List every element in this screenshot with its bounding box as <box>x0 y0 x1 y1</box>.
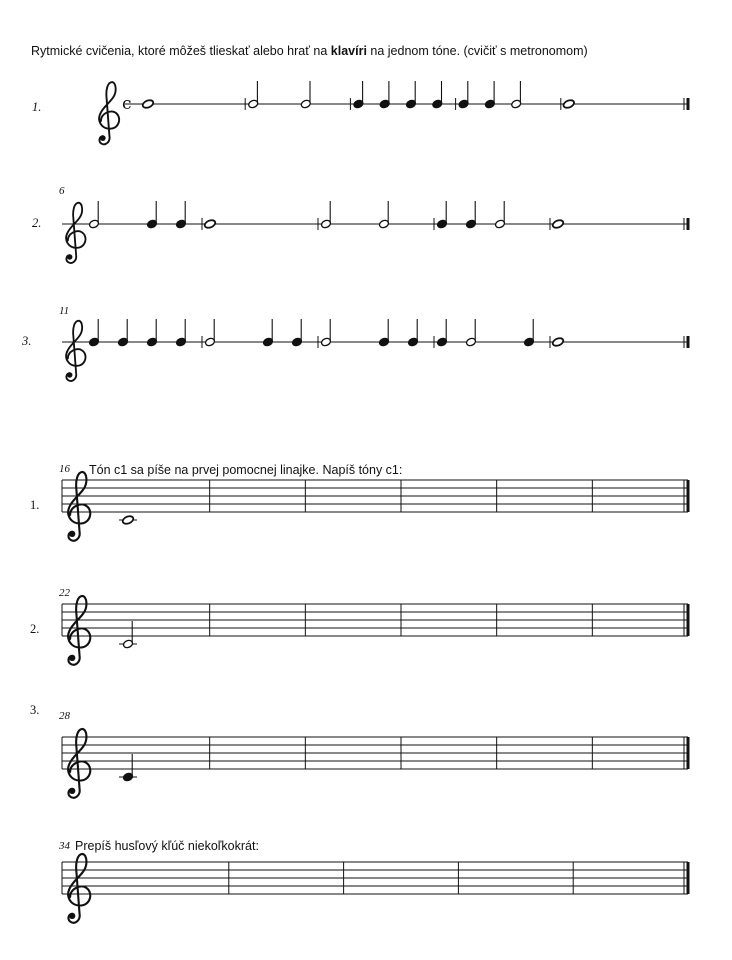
measure-number-16: 16 <box>59 463 70 475</box>
measure-number-22: 22 <box>59 587 70 599</box>
treble-clef-icon <box>68 472 90 541</box>
rhythm-row-label-1: 1. <box>32 100 42 114</box>
measure-number-34: 34 <box>59 840 70 852</box>
c1-instruction: Tón c1 sa píše na prvej pomocnej linajke. Napíš tóny c1: <box>89 463 403 477</box>
whole-note <box>122 515 135 525</box>
treble-clef-icon <box>99 82 119 144</box>
treble-clef-icon <box>66 321 85 381</box>
measure-number-6: 6 <box>59 185 65 197</box>
heading-suffix: na jednom tóne. (cvičiť s metronomom) <box>366 44 588 58</box>
common-time-signature: c <box>122 94 132 114</box>
c1-row-label-1: 1. <box>30 498 40 512</box>
rhythm-row-label-3: 3. <box>22 334 32 348</box>
treble-clef-icon <box>68 596 90 665</box>
whole-note <box>552 337 565 347</box>
whole-note <box>562 99 575 109</box>
whole-note <box>552 219 565 229</box>
heading-prefix: Rytmické cvičenia, ktoré môžeš tlieskať alebo hrať na <box>31 44 331 58</box>
c1-row-label-3: 3. <box>30 703 40 717</box>
c1-row-label-2: 2. <box>30 622 40 636</box>
treble-clef-icon <box>68 854 90 923</box>
whole-note <box>204 219 217 229</box>
treble-clef-icon <box>68 729 90 798</box>
clef-instruction: Prepíš husľový kľúč niekoľkokrát: <box>75 839 259 853</box>
whole-note <box>142 99 155 109</box>
heading-bold-word: klavíri <box>330 44 367 58</box>
measure-number-11: 11 <box>59 305 70 317</box>
treble-clef-icon <box>66 203 85 263</box>
rhythm-row-label-2: 2. <box>32 216 42 230</box>
measure-number-28: 28 <box>59 710 70 722</box>
